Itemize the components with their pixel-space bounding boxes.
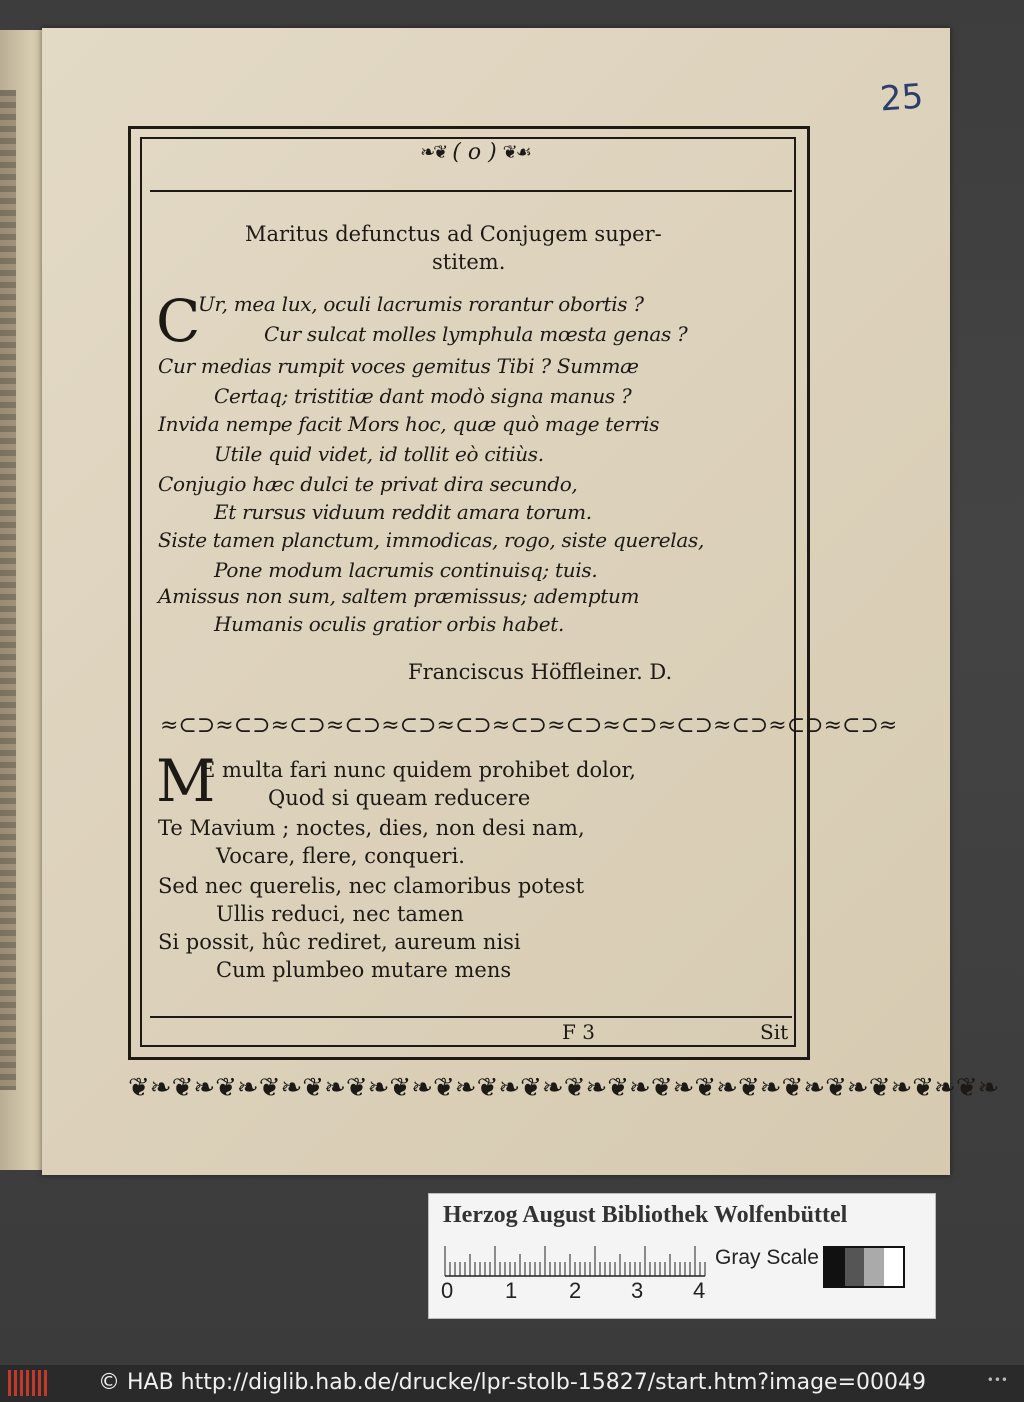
binding-shadow bbox=[0, 90, 16, 1090]
poem1-line: Certaq; tristitiæ dant modò signa manus ? bbox=[214, 384, 632, 408]
poem1-line: Cur sulcat molles lymphula mœsta genas ? bbox=[264, 322, 688, 346]
poem1-line: Pone modum lacrumis continuisq; tuis. bbox=[214, 558, 598, 582]
gray-swatch-cell bbox=[845, 1248, 865, 1286]
gray-swatch-cell bbox=[825, 1248, 845, 1286]
gray-swatch-cell bbox=[884, 1248, 904, 1286]
poem1-drop-cap: C bbox=[156, 287, 201, 355]
poem1-line: Et rursus viduum reddit amara torum. bbox=[214, 500, 592, 524]
poem2-line: Vocare, flere, conqueri. bbox=[216, 844, 465, 868]
gray-scale-label: Gray Scale bbox=[715, 1246, 819, 1269]
poem2-line: Cum plumbeo mutare mens bbox=[216, 958, 512, 982]
poem1-line: Humanis oculis gratior orbis habet. bbox=[214, 612, 565, 636]
handwritten-folio-number: 25 bbox=[878, 76, 925, 120]
poem1-line: Amissus non sum, saltem præmissus; ademptum bbox=[158, 584, 640, 608]
poem1-line: Utile quid videt, id tollit eò citiùs. bbox=[214, 442, 544, 466]
fleuron-right-icon: ❦☙ bbox=[502, 141, 530, 163]
poem1-signature: Franciscus Höffleiner. D. bbox=[408, 660, 673, 684]
library-name: Herzog August Bibliothek Wolfenbüttel bbox=[443, 1202, 848, 1228]
poem1-title-line2: stitem. bbox=[432, 250, 506, 274]
ruler-number: 1 bbox=[505, 1278, 518, 1303]
header-ornament bbox=[400, 138, 550, 166]
signature-mark: F 3 bbox=[562, 1020, 595, 1044]
poem2-drop-cap: M bbox=[156, 747, 216, 815]
poem1-line: Siste tamen planctum, immodicas, rogo, siste querelas, bbox=[158, 528, 705, 552]
ornamental-divider bbox=[160, 710, 898, 740]
more-options-icon[interactable]: ••• bbox=[986, 1373, 1008, 1387]
poem1-title-line1: Maritus defunctus ad Conjugem super- bbox=[245, 222, 662, 246]
ornament-band-icon: ≈⊂⊃≈⊂⊃≈⊂⊃≈⊂⊃≈⊂⊃≈⊂⊃≈⊂⊃≈⊂⊃≈⊂⊃≈⊂⊃≈⊂⊃≈⊂⊃≈⊂⊃≈ bbox=[160, 712, 898, 738]
header-page-mark: ( o ) bbox=[452, 139, 497, 165]
gray-scale-swatch bbox=[823, 1246, 905, 1288]
ruler-number: 3 bbox=[631, 1278, 644, 1303]
footer-ornament-band bbox=[128, 1064, 1000, 1112]
ruler-number: 0 bbox=[441, 1278, 454, 1303]
poem2-line: Sed nec querelis, nec clamoribus potest bbox=[158, 874, 585, 898]
gray-swatch-cell bbox=[864, 1248, 884, 1286]
viewer-status-bar bbox=[0, 1365, 1024, 1402]
poem2-line: Ullis reduci, nec tamen bbox=[216, 902, 464, 926]
poem2-line: Te Mavium ; noctes, dies, non desi nam, bbox=[158, 816, 585, 840]
catchword: Sit bbox=[760, 1020, 789, 1044]
poem2-line: E multa fari nunc quidem prohibet dolor, bbox=[200, 758, 636, 782]
ruler-number: 4 bbox=[693, 1278, 706, 1303]
poem1-line: Ur, mea lux, oculi lacrumis rorantur obortis ? bbox=[198, 292, 644, 316]
header-rule bbox=[150, 190, 792, 192]
ruler-number: 2 bbox=[569, 1278, 582, 1303]
library-color-card bbox=[428, 1193, 936, 1319]
poem2-line: Si possit, hûc rediret, aureum nisi bbox=[158, 930, 521, 954]
ruler-scale bbox=[445, 1242, 711, 1278]
fleuron-left-icon: ❧❦ bbox=[420, 141, 447, 163]
poem1-line: Conjugio hæc dulci te privat dira secundo, bbox=[158, 472, 578, 496]
footer-rule bbox=[150, 1016, 792, 1018]
poem2-line: Quod si queam reducere bbox=[268, 786, 531, 810]
poem1-line: Invida nempe facit Mors hoc, quæ quò mage terris bbox=[158, 412, 660, 436]
poem1-line: Cur medias rumpit voces gemitus Tibi ? Summæ bbox=[158, 354, 639, 378]
copyright-url-text: © HAB http://diglib.hab.de/drucke/lpr-stolb-15827/start.htm?image=00049 bbox=[98, 1370, 927, 1395]
ornament-band-icon: ❦❧❦❧❦❧❦❧❦❧❦❧❦❧❦❧❦❧❦❧❦❧❦❧❦❧❦❧❦❧❦❧❦❧❦❧❦❧❦❧ bbox=[128, 1073, 1000, 1103]
hab-logo-icon bbox=[8, 1370, 48, 1396]
